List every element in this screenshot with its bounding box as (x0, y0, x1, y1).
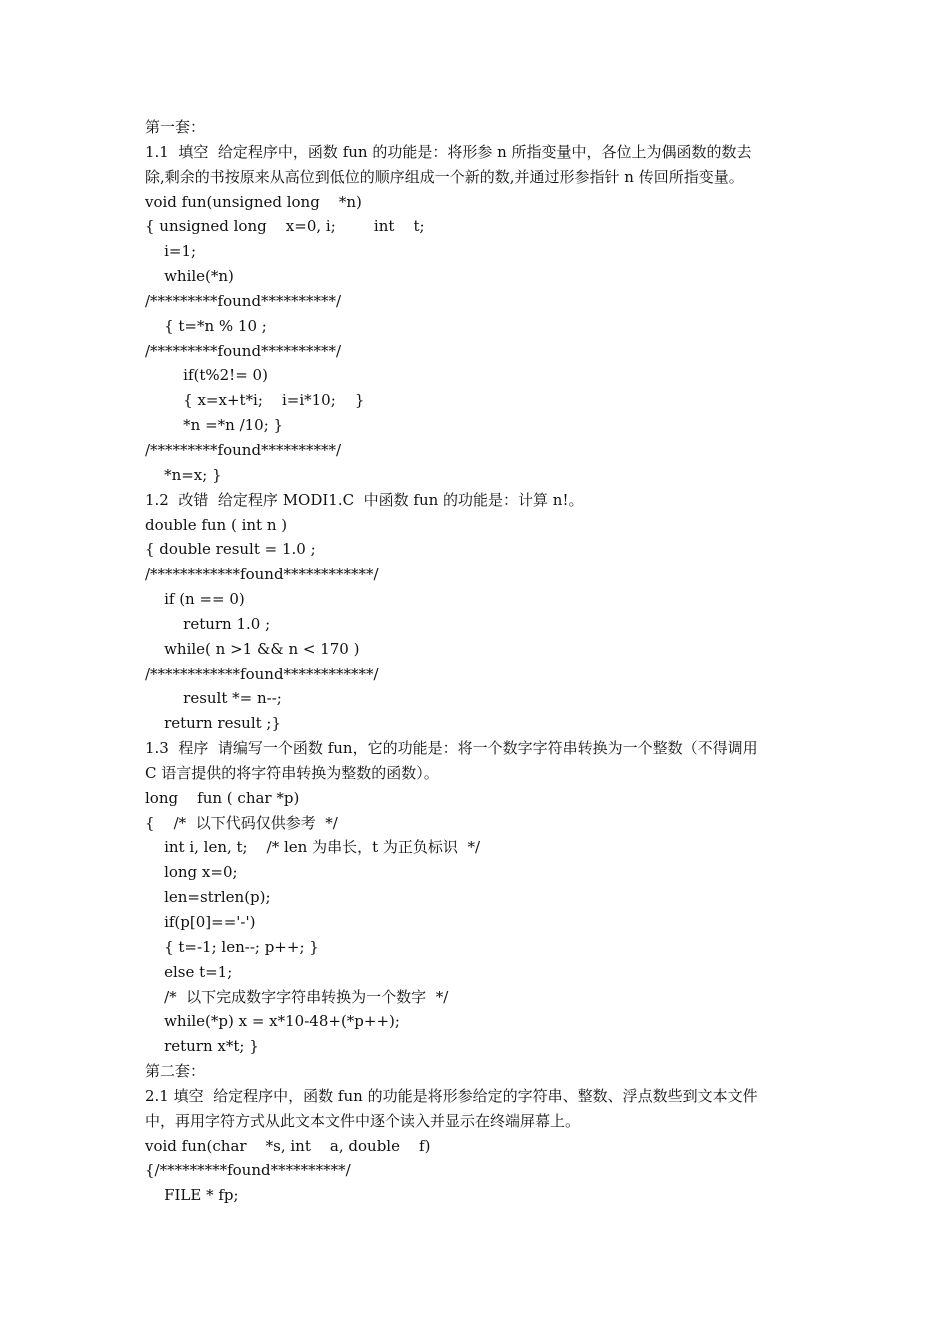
text-line: 1.1 填空 给定程序中，函数 fun 的功能是：将形参 n 所指变量中，各位上为偶函数的数去 (145, 142, 752, 161)
text-line: 中，再用字符方式从此文本文件中逐个读入并显示在终端屏幕上。 (145, 1111, 581, 1130)
code-line: if (n == 0) (145, 590, 245, 609)
code-line: { t=*n % 10 ; (145, 316, 267, 335)
text-line: 第一套： (145, 118, 206, 136)
code-line: *n=x; } (145, 465, 222, 484)
code-line: {/*********found**********/ (145, 1161, 351, 1180)
code-line: return result ;} (145, 714, 282, 733)
text-line: 除,剩余的书按原来从高位到低位的顺序组成一个新的数,并通过形参指针 n 传回所指变量。 (145, 167, 744, 186)
code-line: long x=0; (145, 863, 238, 882)
code-line: while(*p) x = x*10-48+(*p++); (145, 1012, 400, 1031)
document-text (145, 115, 810, 1208)
text-line: 1.3 程序 请编写一个函数 fun，它的功能是：将一个数字字符串转换为一个整数（不得调用 (145, 739, 758, 758)
code-line: void fun(char *s, int a, double f) (145, 1136, 431, 1155)
code-line: FILE * fp; (145, 1186, 239, 1205)
text-line: 2.1 填空 给定程序中，函数 fun 的功能是将形参给定的字符串、整数、浮点数些到文本文件 (145, 1086, 758, 1105)
code-line: void fun(unsigned long *n) (145, 192, 362, 211)
code-line: /* 以下完成数字字符串转换为一个数字 */ (145, 987, 449, 1006)
code-line: int i, len, t; /* len 为串长，t 为正负标识 */ (145, 838, 480, 857)
code-line: if(t%2!= 0) (145, 366, 268, 385)
code-line: i=1; (145, 242, 197, 261)
text-line: C 语言提供的将字符串转换为整数的函数）。 (145, 763, 439, 782)
code-line: { x=x+t*i; i=i*10; } (145, 391, 365, 410)
code-line: { t=-1; len--; p++; } (145, 937, 319, 956)
code-line: /************found************/ (145, 565, 379, 584)
code-line: *n =*n /10; } (145, 416, 284, 435)
code-line: { /* 以下代码仅供参考 */ (145, 813, 338, 832)
code-line: long fun ( char *p) (145, 788, 300, 807)
code-line: if(p[0]=='-') (145, 913, 256, 931)
code-line: else t=1; (145, 962, 233, 981)
code-line: /*********found**********/ (145, 440, 342, 459)
code-line: while( n >1 && n < 170 ) (145, 639, 360, 658)
text-line: 1.2 改错 给定程序 MODI1.C 中函数 fun 的功能是：计算 n!。 (145, 490, 584, 509)
code-line: /*********found**********/ (145, 291, 342, 310)
code-line: len=strlen(p); (145, 888, 271, 907)
code-line: return x*t; } (145, 1037, 259, 1056)
code-line: return 1.0 ; (145, 614, 271, 633)
code-line: /*********found**********/ (145, 341, 342, 360)
code-line: result *= n--; (145, 689, 282, 708)
code-line: /************found************/ (145, 664, 379, 683)
code-line: { unsigned long x=0, i; int t; (145, 217, 425, 236)
code-line: { double result = 1.0 ; (145, 540, 316, 559)
code-line: while(*n) (145, 267, 234, 286)
code-line: double fun ( int n ) (145, 515, 288, 534)
text-line: 第二套： (145, 1062, 206, 1081)
